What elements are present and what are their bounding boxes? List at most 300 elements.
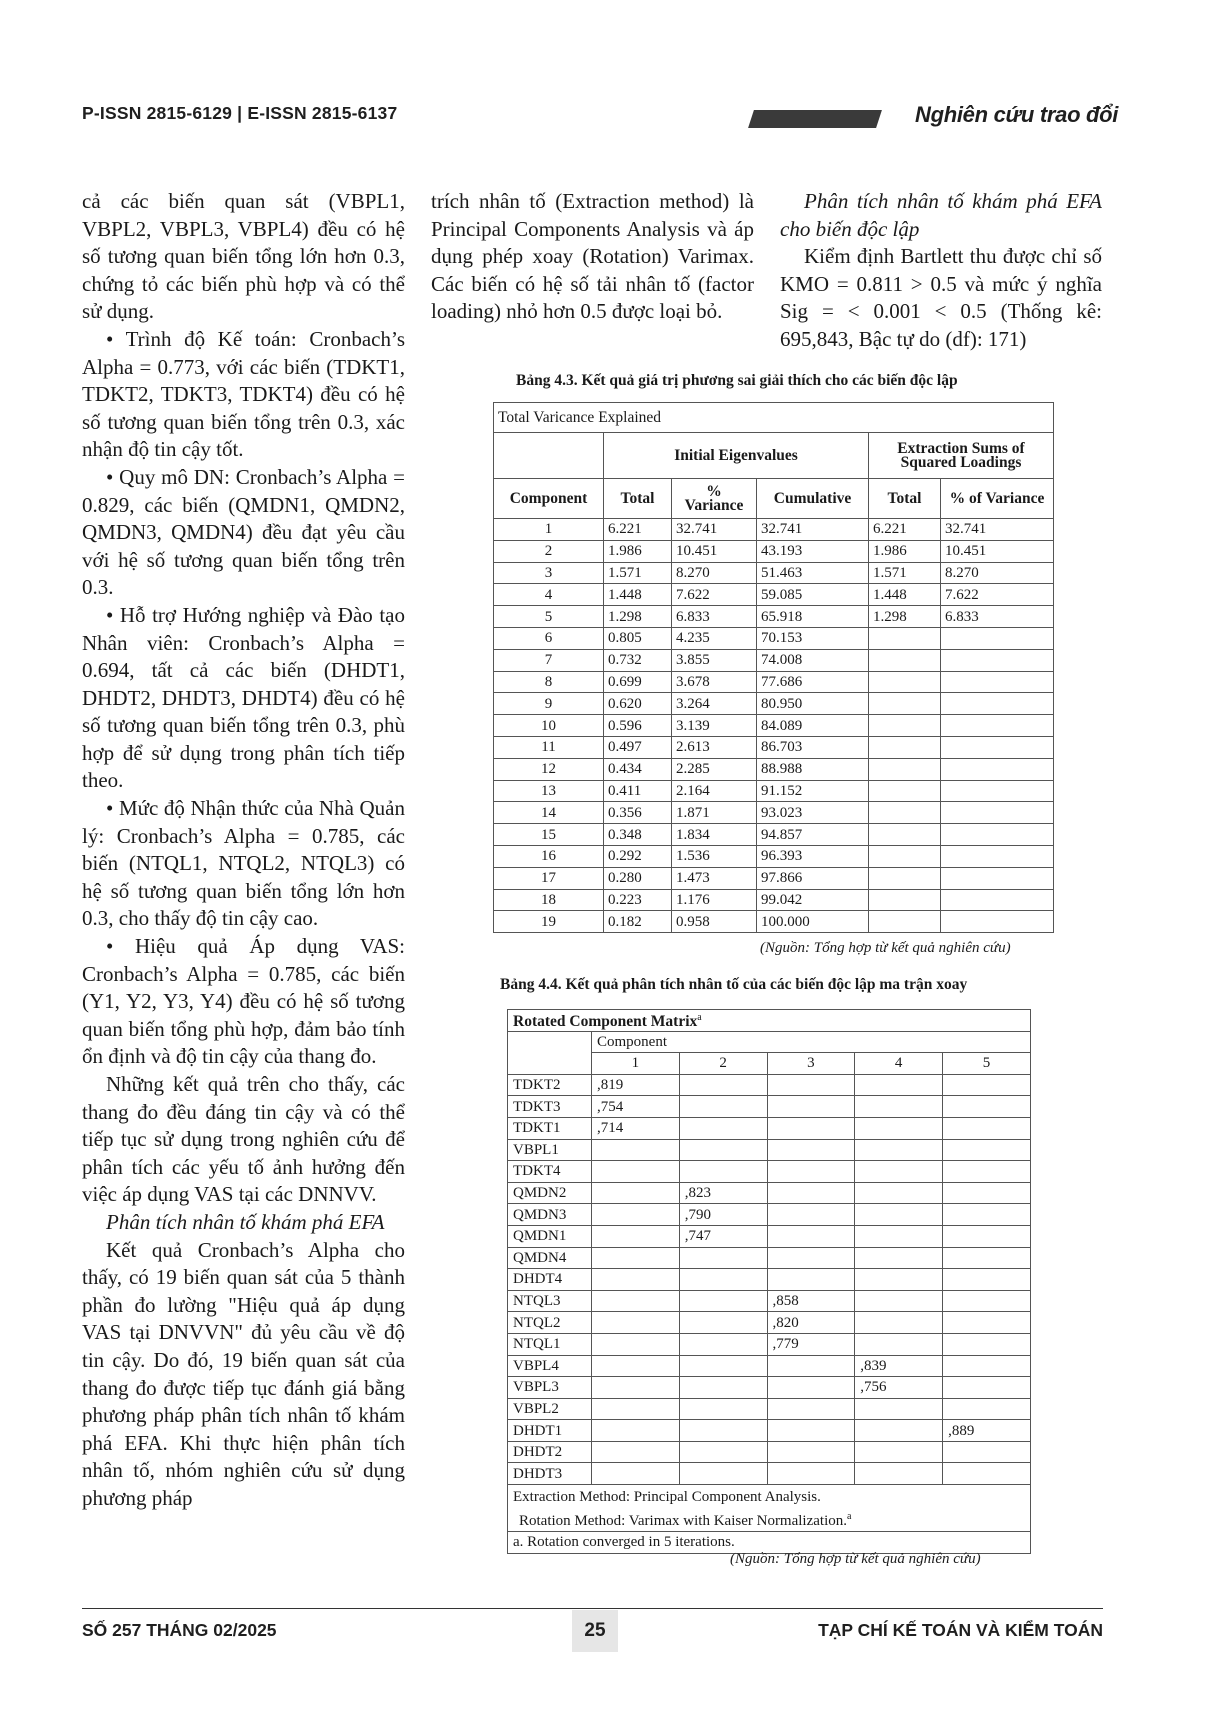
- table-cell: 12: [494, 758, 604, 780]
- component-number: 5: [943, 1053, 1031, 1075]
- loading-cell: [679, 1355, 767, 1377]
- loading-cell: [943, 1204, 1031, 1226]
- table-cell: [941, 824, 1054, 846]
- issn-label: P-ISSN 2815-6129 | E-ISSN 2815-6137: [82, 103, 398, 123]
- table-cell: 0.497: [604, 736, 672, 758]
- loading-cell: [855, 1225, 943, 1247]
- table-4-3: [493, 402, 1054, 933]
- loading-cell: [679, 1377, 767, 1399]
- header-component: Component: [592, 1031, 1031, 1053]
- header-cell-empty: [508, 1031, 592, 1074]
- loading-cell: [592, 1312, 680, 1334]
- loading-cell: [855, 1420, 943, 1442]
- loading-cell: ,819: [592, 1074, 680, 1096]
- table-cell: 0.434: [604, 758, 672, 780]
- variable-name: QMDN1: [508, 1225, 592, 1247]
- loading-cell: [679, 1269, 767, 1291]
- loading-cell: [679, 1139, 767, 1161]
- loading-cell: [592, 1463, 680, 1485]
- table-cell: 7.622: [941, 584, 1054, 606]
- table-cell: [941, 736, 1054, 758]
- table-cell: 10.451: [941, 540, 1054, 562]
- table-row: [508, 1247, 1031, 1269]
- table-row: [494, 627, 1054, 649]
- table-row: [508, 1312, 1031, 1334]
- loading-cell: [855, 1117, 943, 1139]
- table-row: [508, 1420, 1031, 1442]
- table-cell: 6.833: [941, 606, 1054, 628]
- table-cell: [869, 627, 941, 649]
- table-cell: 0.356: [604, 802, 672, 824]
- header-extraction-sums: Extraction Sums of Squared Loadings: [869, 433, 1054, 479]
- table-cell: 7: [494, 649, 604, 671]
- loading-cell: [767, 1139, 855, 1161]
- table-row: [494, 889, 1054, 911]
- table-cell: 43.193: [757, 540, 869, 562]
- table-cell: [941, 867, 1054, 889]
- loading-cell: [592, 1290, 680, 1312]
- loading-cell: [943, 1161, 1031, 1183]
- table-4-3-source: (Nguồn: Tổng hợp từ kết quả nghiên cứu): [760, 940, 1011, 956]
- table-cell: [869, 715, 941, 737]
- table-cell: 11: [494, 736, 604, 758]
- loading-cell: [679, 1312, 767, 1334]
- table-4-4: [507, 1009, 1031, 1554]
- table-cell: 1.536: [672, 845, 757, 867]
- paragraph: Những kết quả trên cho thấy, các thang đo đều đáng tin cậy và có thể tiếp tục sử dụng trong nghiên cứu để phân tích các yếu tố ảnh hưởng đến việc áp dụng VAS tại các DNNVV.: [82, 1072, 405, 1207]
- table-row: [494, 606, 1054, 628]
- table-row: [508, 1225, 1031, 1247]
- loading-cell: [767, 1377, 855, 1399]
- header-component: Component: [494, 479, 604, 519]
- header-ext-total: Total: [869, 479, 941, 519]
- loading-cell: [855, 1139, 943, 1161]
- loading-cell: [592, 1377, 680, 1399]
- table-cell: 3.678: [672, 671, 757, 693]
- table-cell: 3: [494, 562, 604, 584]
- loading-cell: [943, 1312, 1031, 1334]
- note-extraction: Extraction Method: Principal Component Analysis.: [513, 1489, 821, 1506]
- table-cell: 65.918: [757, 606, 869, 628]
- table-row: [508, 1161, 1031, 1183]
- table-cell: 0.805: [604, 627, 672, 649]
- table-cell: 1.448: [604, 584, 672, 606]
- paragraph: trích nhân tố (Extraction method) là Principal Components Analysis và áp dụng phép xoay (Rotation) Varimax. Các biến có hệ số tải nhân tố (factor loading) nhỏ hơn 0.5 được loại bỏ.: [431, 189, 754, 324]
- table-cell: 1.571: [869, 562, 941, 584]
- table-row: [508, 1139, 1031, 1161]
- loading-cell: [767, 1420, 855, 1442]
- table-row: [494, 758, 1054, 780]
- table-cell: [869, 736, 941, 758]
- loading-cell: [855, 1398, 943, 1420]
- table-cell: [941, 671, 1054, 693]
- variable-name: VBPL1: [508, 1139, 592, 1161]
- variable-name: TDKT3: [508, 1096, 592, 1118]
- loading-cell: [943, 1377, 1031, 1399]
- table-row: [508, 1074, 1031, 1096]
- table-row: [494, 671, 1054, 693]
- table-cell: 7.622: [672, 584, 757, 606]
- loading-cell: [943, 1117, 1031, 1139]
- table-cell: [941, 780, 1054, 802]
- table-cell: 3.264: [672, 693, 757, 715]
- component-number: 3: [767, 1053, 855, 1075]
- note-rotation-line: [513, 1507, 1025, 1531]
- table-row: [508, 1117, 1031, 1139]
- table-row: [494, 693, 1054, 715]
- component-number: 2: [679, 1053, 767, 1075]
- table-cell: 0.411: [604, 780, 672, 802]
- table-row: [494, 911, 1054, 933]
- table-cell: [869, 802, 941, 824]
- variable-name: VBPL2: [508, 1398, 592, 1420]
- variable-name: QMDN3: [508, 1204, 592, 1226]
- table-cell: [869, 671, 941, 693]
- loading-cell: [679, 1247, 767, 1269]
- table-cell: 0.596: [604, 715, 672, 737]
- table-cell: 3.855: [672, 649, 757, 671]
- table-cell: 59.085: [757, 584, 869, 606]
- table-row: [494, 562, 1054, 584]
- section-title: Nghiên cứu trao đổi: [915, 102, 1119, 127]
- table-cell: [941, 758, 1054, 780]
- table-cell: 2.164: [672, 780, 757, 802]
- section-heading: Phân tích nhân tố khám phá EFA cho biến độc lập: [780, 189, 1102, 241]
- table-cell: [941, 802, 1054, 824]
- table-cell: 8.270: [672, 562, 757, 584]
- table-cell: 88.988: [757, 758, 869, 780]
- paragraph: • Trình độ Kế toán: Cronbach’s Alpha = 0.773, với các biến (TDKT1, TDKT2, TDKT3, TDKT4) đều có hệ số tương quan biến tổng trên 0.3, xác nhận độ tin cậy tốt.: [82, 326, 405, 462]
- table-cell: 1.448: [869, 584, 941, 606]
- table-row: [494, 736, 1054, 758]
- header-ext-pct: % of Variance: [941, 479, 1054, 519]
- table-4-3-caption: Bảng 4.3. Kết quả giá trị phương sai giải thích cho các biến độc lập: [516, 372, 958, 389]
- loading-cell: ,754: [592, 1096, 680, 1118]
- loading-cell: ,823: [679, 1182, 767, 1204]
- table-cell: 1.986: [604, 540, 672, 562]
- table-cell: [941, 627, 1054, 649]
- paragraph: • Mức độ Nhận thức của Nhà Quản lý: Cronbach’s Alpha = 0.785, các biến (NTQL1, NTQL2, NTQL3) có hệ số tương quan biến tổng lớn hơn 0.3, cho thấy độ tin cậy cao.: [82, 796, 405, 931]
- loading-cell: [767, 1269, 855, 1291]
- loading-cell: [855, 1463, 943, 1485]
- table-cell: 19: [494, 911, 604, 933]
- loading-cell: [679, 1420, 767, 1442]
- table-cell: 13: [494, 780, 604, 802]
- loading-cell: [855, 1161, 943, 1183]
- issue-label: SỐ 257 THÁNG 02/2025: [82, 1620, 277, 1640]
- loading-cell: [943, 1333, 1031, 1355]
- variable-name: QMDN4: [508, 1247, 592, 1269]
- loading-cell: [592, 1333, 680, 1355]
- table-row: [494, 519, 1054, 541]
- loading-cell: [943, 1074, 1031, 1096]
- table-row: [508, 1398, 1031, 1420]
- variable-name: QMDN2: [508, 1182, 592, 1204]
- loading-cell: [679, 1333, 767, 1355]
- table-cell: 18: [494, 889, 604, 911]
- table-cell: 0.958: [672, 911, 757, 933]
- table-row: [494, 540, 1054, 562]
- paragraph: Kết quả Cronbach’s Alpha cho thấy, có 19 biến quan sát của 5 thành phần đo lường "Hiệu quả áp dụng VAS tại DNVVN" đủ yêu cầu về độ tin cậy. Do đó, 19 biến quan sát của thang đo được tiếp tục đánh giá bằng phương pháp phân tích nhân tố khám phá EFA. Khi thực hiện phân tích nhân tố, nhóm nghiên cứu sử dụng phương pháp: [82, 1237, 405, 1510]
- loading-cell: [943, 1290, 1031, 1312]
- journal-name: TẠP CHÍ KẾ TOÁN VÀ KIỂM TOÁN: [818, 1620, 1103, 1640]
- loading-cell: [767, 1117, 855, 1139]
- table-cell: 96.393: [757, 845, 869, 867]
- table-cell: [869, 780, 941, 802]
- page-number: 25: [572, 1610, 618, 1652]
- table-title: Total Varicance Explained: [494, 403, 1054, 433]
- note-converged: a. Rotation converged in 5 iterations.: [508, 1532, 1031, 1554]
- loading-cell: ,790: [679, 1204, 767, 1226]
- table-cell: 97.866: [757, 867, 869, 889]
- loading-cell: [592, 1247, 680, 1269]
- loading-cell: [943, 1398, 1031, 1420]
- table-row: [508, 1377, 1031, 1399]
- table-cell: 9: [494, 693, 604, 715]
- section-heading: Phân tích nhân tố khám phá EFA: [106, 1209, 385, 1234]
- table-cell: 17: [494, 867, 604, 889]
- table-cell: 6.221: [604, 519, 672, 541]
- table-cell: 99.042: [757, 889, 869, 911]
- table-row: [494, 824, 1054, 846]
- paragraph: • Hiệu quả Áp dụng VAS: Cronbach’s Alpha = 0.785, các biến (Y1, Y2, Y3, Y4) đều có hệ số tương quan biến tổng phù hợp, đảm bảo tính ổn định và độ tin cậy của thang đo.: [82, 934, 405, 1069]
- loading-cell: ,756: [855, 1377, 943, 1399]
- loading-cell: [679, 1161, 767, 1183]
- loading-cell: [592, 1441, 680, 1463]
- loading-cell: [679, 1117, 767, 1139]
- table-cell: 0.223: [604, 889, 672, 911]
- table-cell: 70.153: [757, 627, 869, 649]
- table-cell: [941, 889, 1054, 911]
- loading-cell: ,889: [943, 1420, 1031, 1442]
- loading-cell: ,779: [767, 1333, 855, 1355]
- table-cell: [869, 911, 941, 933]
- header-cumulative: Cumulative: [757, 479, 869, 519]
- text-column-3: [780, 188, 1102, 354]
- table-cell: [941, 649, 1054, 671]
- table-cell: 1.473: [672, 867, 757, 889]
- header-initial-eigenvalues: Initial Eigenvalues: [604, 433, 869, 479]
- table-cell: 6: [494, 627, 604, 649]
- variable-name: NTQL3: [508, 1290, 592, 1312]
- loading-cell: [679, 1290, 767, 1312]
- table-cell: 1.176: [672, 889, 757, 911]
- loading-cell: [943, 1463, 1031, 1485]
- loading-cell: [767, 1161, 855, 1183]
- table-cell: 80.950: [757, 693, 869, 715]
- loading-cell: ,747: [679, 1225, 767, 1247]
- variable-name: TDKT1: [508, 1117, 592, 1139]
- table-cell: 14: [494, 802, 604, 824]
- table-cell: [869, 649, 941, 671]
- component-number: 1: [592, 1053, 680, 1075]
- table-row: [508, 1441, 1031, 1463]
- header-decor-bar: [748, 110, 882, 128]
- table-cell: 10.451: [672, 540, 757, 562]
- loading-cell: [679, 1441, 767, 1463]
- table-row: [494, 845, 1054, 867]
- table-cell: 51.463: [757, 562, 869, 584]
- table-cell: 0.620: [604, 693, 672, 715]
- table-row: [494, 867, 1054, 889]
- loading-cell: ,839: [855, 1355, 943, 1377]
- loading-cell: [767, 1096, 855, 1118]
- header-total: Total: [604, 479, 672, 519]
- table-title-text: Rotated Component Matrix: [513, 1013, 698, 1031]
- table-4-3-body: [494, 519, 1054, 933]
- table-4-4-caption: Bảng 4.4. Kết quả phân tích nhân tố của các biến độc lập ma trận xoay: [500, 976, 968, 993]
- table-cell: 84.089: [757, 715, 869, 737]
- table-cell: [941, 715, 1054, 737]
- table-row: [508, 1463, 1031, 1485]
- table-cell: 10: [494, 715, 604, 737]
- variable-name: DHDT1: [508, 1420, 592, 1442]
- variable-name: TDKT4: [508, 1161, 592, 1183]
- table-cell: 0.280: [604, 867, 672, 889]
- table-title: [508, 1010, 1031, 1032]
- loading-cell: [855, 1312, 943, 1334]
- loading-cell: [679, 1096, 767, 1118]
- table-cell: [869, 867, 941, 889]
- loading-cell: [767, 1247, 855, 1269]
- table-cell: 15: [494, 824, 604, 846]
- table-cell: 1.298: [604, 606, 672, 628]
- table-cell: 0.348: [604, 824, 672, 846]
- table-4-4-source: (Nguồn: Tổng hợp từ kết quả nghiên cứu): [730, 1551, 981, 1567]
- table-cell: 74.008: [757, 649, 869, 671]
- variable-name: DHDT2: [508, 1441, 592, 1463]
- table-cell: 4.235: [672, 627, 757, 649]
- table-cell: 32.741: [672, 519, 757, 541]
- table-cell: [869, 693, 941, 715]
- variable-name: NTQL1: [508, 1333, 592, 1355]
- table-row: [494, 802, 1054, 824]
- table-row: [494, 715, 1054, 737]
- table-cell: 16: [494, 845, 604, 867]
- loading-cell: [855, 1441, 943, 1463]
- loading-cell: [943, 1182, 1031, 1204]
- loading-cell: ,820: [767, 1312, 855, 1334]
- table-cell: 8.270: [941, 562, 1054, 584]
- loading-cell: ,858: [767, 1290, 855, 1312]
- table-cell: [869, 824, 941, 846]
- loading-cell: [855, 1204, 943, 1226]
- paragraph: • Hỗ trợ Hướng nghiệp và Đào tạo Nhân viên: Cronbach’s Alpha = 0.694, tất cả các biến (DHDT1, DHDT2, DHDT3, DHDT4) đều có hệ số tương quan biến tổng trên 0.3, phù hợp để sử dụng trong phân tích tiếp theo.: [82, 602, 405, 793]
- table-cell: [941, 911, 1054, 933]
- loading-cell: [943, 1139, 1031, 1161]
- text-column-1: [82, 188, 405, 1513]
- loading-cell: [855, 1074, 943, 1096]
- table-row: [508, 1204, 1031, 1226]
- table-cell: 2: [494, 540, 604, 562]
- table-cell: 5: [494, 606, 604, 628]
- loading-cell: [767, 1225, 855, 1247]
- loading-cell: [767, 1182, 855, 1204]
- table-cell: [941, 693, 1054, 715]
- variable-name: TDKT2: [508, 1074, 592, 1096]
- variable-name: VBPL3: [508, 1377, 592, 1399]
- component-number: 4: [855, 1053, 943, 1075]
- loading-cell: [592, 1139, 680, 1161]
- table-cell: 2.285: [672, 758, 757, 780]
- table-cell: 77.686: [757, 671, 869, 693]
- loading-cell: [592, 1204, 680, 1226]
- table-cell: 94.857: [757, 824, 869, 846]
- table-cell: 0.699: [604, 671, 672, 693]
- table-cell: 6.221: [869, 519, 941, 541]
- loading-cell: [767, 1441, 855, 1463]
- loading-cell: [592, 1269, 680, 1291]
- paragraph: • Quy mô DN: Cronbach’s Alpha = 0.829, các biến (QMDN1, QMDN2, QMDN3, QMDN4) đều đạt yêu cầu với hệ số tương quan biến tổng trên 0.3.: [82, 464, 405, 600]
- loading-cell: [855, 1182, 943, 1204]
- table-row: [494, 780, 1054, 802]
- table-cell: 1.298: [869, 606, 941, 628]
- table-cell: 1.986: [869, 540, 941, 562]
- table-cell: [869, 889, 941, 911]
- loading-cell: [943, 1096, 1031, 1118]
- loading-cell: [767, 1204, 855, 1226]
- loading-cell: [855, 1333, 943, 1355]
- table-notes: [508, 1485, 1031, 1532]
- loading-cell: [767, 1398, 855, 1420]
- table-cell: [869, 758, 941, 780]
- loading-cell: [855, 1290, 943, 1312]
- table-row: [508, 1290, 1031, 1312]
- loading-cell: [592, 1398, 680, 1420]
- header-cell-empty: [494, 433, 604, 479]
- header-pct-variance: % Variance: [672, 479, 757, 519]
- table-cell: 1: [494, 519, 604, 541]
- note-rotation-sup: a: [847, 1511, 852, 1523]
- variable-name: DHDT4: [508, 1269, 592, 1291]
- table-cell: 91.152: [757, 780, 869, 802]
- loading-cell: [592, 1225, 680, 1247]
- table-cell: 6.833: [672, 606, 757, 628]
- paragraph: Kiểm định Bartlett thu được chỉ số KMO = 0.811 > 0.5 và mức ý nghĩa Sig = < 0.001 < 0.5 (Thống kê: 695,843, Bậc tự do (df): 171): [780, 244, 1102, 351]
- footer-rule: [82, 1608, 1103, 1609]
- variable-name: VBPL4: [508, 1355, 592, 1377]
- loading-cell: [943, 1225, 1031, 1247]
- loading-cell: [943, 1355, 1031, 1377]
- table-row: [508, 1269, 1031, 1291]
- table-row: [508, 1355, 1031, 1377]
- table-cell: 0.292: [604, 845, 672, 867]
- loading-cell: ,714: [592, 1117, 680, 1139]
- table-4-4-body: [508, 1074, 1031, 1484]
- table-cell: [869, 845, 941, 867]
- table-cell: 93.023: [757, 802, 869, 824]
- loading-cell: [592, 1161, 680, 1183]
- loading-cell: [943, 1247, 1031, 1269]
- table-row: [494, 584, 1054, 606]
- table-cell: 1.834: [672, 824, 757, 846]
- loading-cell: [679, 1398, 767, 1420]
- loading-cell: [592, 1420, 680, 1442]
- loading-cell: [855, 1269, 943, 1291]
- loading-cell: [855, 1247, 943, 1269]
- loading-cell: [767, 1463, 855, 1485]
- loading-cell: [592, 1355, 680, 1377]
- table-cell: 0.732: [604, 649, 672, 671]
- loading-cell: [679, 1463, 767, 1485]
- table-cell: 32.741: [757, 519, 869, 541]
- note-rotation: Rotation Method: Varimax with Kaiser Normalization.: [519, 1513, 847, 1530]
- table-row: [508, 1333, 1031, 1355]
- table-cell: 32.741: [941, 519, 1054, 541]
- loading-cell: [943, 1441, 1031, 1463]
- table-row: [508, 1096, 1031, 1118]
- variable-name: NTQL2: [508, 1312, 592, 1334]
